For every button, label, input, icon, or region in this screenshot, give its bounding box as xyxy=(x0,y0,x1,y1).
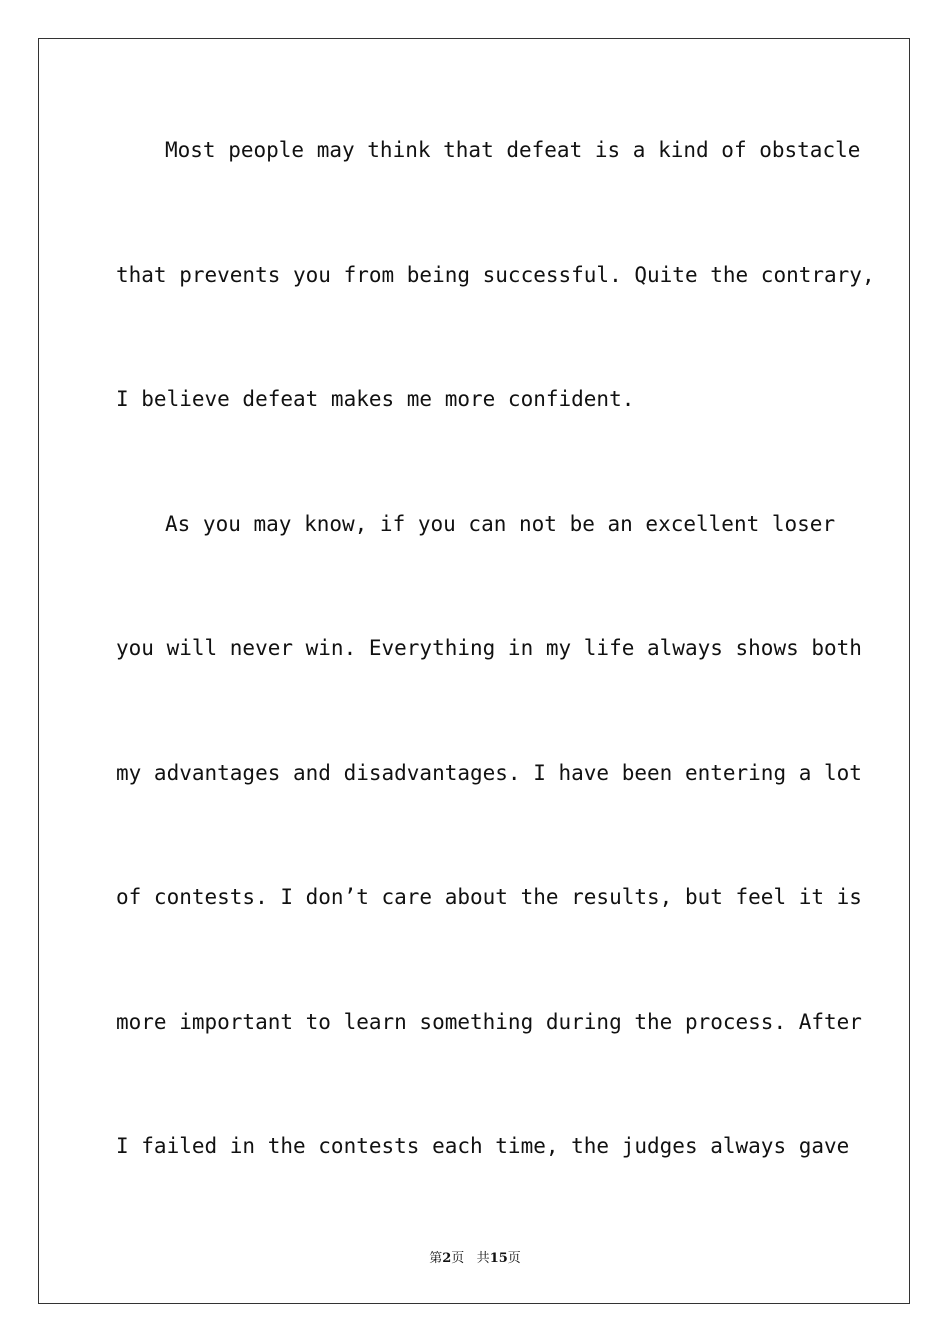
total-prefix: 共 xyxy=(476,1251,490,1266)
page-prefix: 第 xyxy=(429,1251,443,1266)
page-frame xyxy=(38,38,910,1304)
text-line-6: my advantages and disadvantages. I have been entering a lot xyxy=(116,761,862,785)
text-line-1: Most people may think that defeat is a kind of obstacle xyxy=(165,138,861,162)
text-line-7: of contests. I don’t care about the results, but feel it is xyxy=(116,885,862,909)
total-pages: 15 xyxy=(489,1251,508,1266)
page-suffix: 页 xyxy=(451,1251,465,1266)
text-line-5: you will never win. Everything in my life always shows both xyxy=(116,636,862,660)
page-footer xyxy=(0,1247,950,1266)
total-suffix: 页 xyxy=(507,1251,521,1266)
text-line-2: that prevents you from being successful. Quite the contrary, xyxy=(116,263,875,287)
page-number: 2 xyxy=(442,1251,452,1266)
text-line-4: As you may know, if you can not be an excellent loser xyxy=(165,512,836,536)
text-line-3: I believe defeat makes me more confident. xyxy=(116,387,635,411)
text-line-9: I failed in the contests each time, the judges always gave xyxy=(116,1134,850,1158)
text-line-8: more important to learn something during the process. After xyxy=(116,1010,862,1034)
